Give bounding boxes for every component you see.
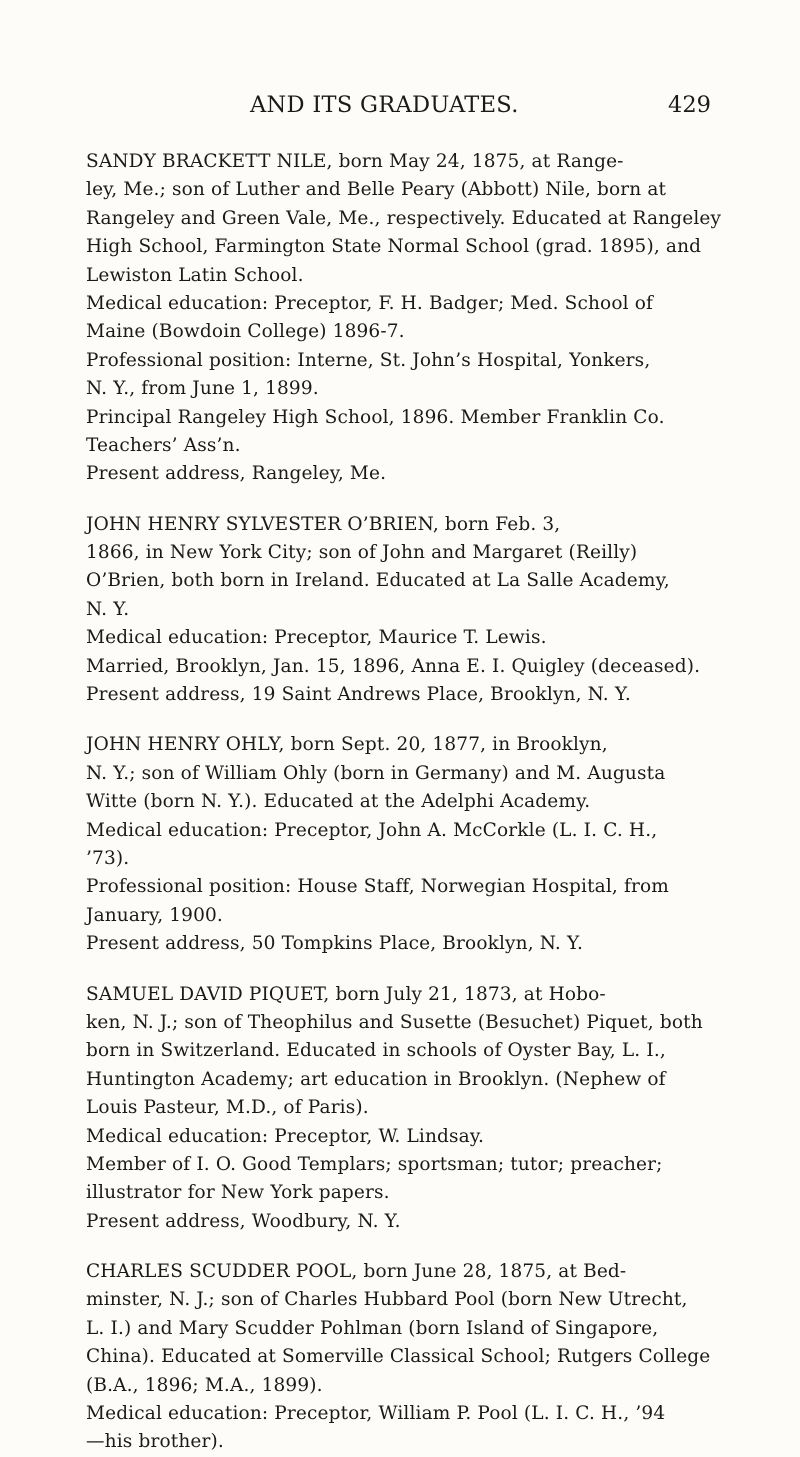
text-line: illustrator for New York papers. [86,1182,390,1204]
text-line: Present address, Woodbury, N. Y. [86,1210,401,1232]
text-line: Medical education: Preceptor, Maurice T. Lewis. [86,627,547,649]
text-line: Member of I. O. Good Templars; sportsman; tutor; preacher; [86,1153,663,1175]
text-line: Present address, Rangeley, Me. [86,463,387,485]
text-line: (B.A., 1896; M.A., 1899). [86,1374,323,1396]
running-head [0,92,800,132]
biography-entry [86,731,721,958]
text-line: SAMUEL DAVID PIQUET, born July 21, 1873, at Hobo- [86,983,606,1005]
text-line: L. I.) and Mary Scudder Pohlman (born Island of Singapore, [86,1317,659,1339]
text-line: Present address, 50 Tompkins Place, Brooklyn, N. Y. [86,933,583,955]
text-line: JOHN HENRY SYLVESTER O’BRIEN, born Feb. 3, [86,513,561,535]
text-line: born in Switzerland. Educated in schools of Oyster Bay, L. I., [86,1040,666,1062]
biography-entry [86,511,721,710]
text-line: —his brother). [86,1431,224,1453]
text-line: Married, Brooklyn, Jan. 15, 1896, Anna E. I. Quigley (deceased). [86,655,701,677]
entry-separator [86,489,721,511]
running-head-title: AND ITS GRADUATES. [250,92,519,118]
text-line: O’Brien, both born in Ireland. Educated at La Salle Academy, [86,570,670,592]
text-line: N. Y., from June 1, 1899. [86,378,319,400]
text-line: High School, Farmington State Normal School (grad. 1895), and [86,236,702,258]
text-line: Principal Rangeley High School, 1896. Member Franklin Co. [86,406,665,428]
text-line: Present address, 19 Saint Andrews Place, Brooklyn, N. Y. [86,684,631,706]
text-line: Medical education: Preceptor, F. H. Badger; Med. School of [86,292,654,314]
text-line: N. Y.; son of William Ohly (born in Germany) and M. Augusta [86,762,666,784]
text-line: Lewiston Latin School. [86,264,304,286]
biography-entry [86,1258,721,1457]
text-line: Maine (Bowdoin College) 1896-7. [86,321,405,343]
text-line: 1866, in New York City; son of John and Margaret (Reilly) [86,542,638,564]
text-line: Louis Pasteur, M.D., of Paris). [86,1097,369,1119]
text-line: Medical education: Preceptor, W. Lindsay. [86,1125,485,1147]
text-line: Huntington Academy; art education in Brooklyn. (Nephew of [86,1068,666,1090]
text-line: Witte (born N. Y.). Educated at the Adelphi Academy. [86,791,591,813]
text-line: JOHN HENRY OHLY, born Sept. 20, 1877, in Brooklyn, [86,734,608,756]
text-line: ley, Me.; son of Luther and Belle Peary (Abbott) Nile, born at [86,179,667,201]
biographical-entries [86,148,721,1457]
text-line: CHARLES SCUDDER POOL, born June 28, 1875, at Bed- [86,1261,627,1283]
entry-separator [86,709,721,731]
page-number: 429 [668,92,711,118]
text-line: Teachers’ Ass’n. [86,434,241,456]
text-line: Medical education: Preceptor, John A. McCorkle (L. I. C. H., [86,819,658,841]
text-line: Professional position: Interne, St. John’s Hospital, Yonkers, [86,349,651,371]
text-line: SANDY BRACKETT NILE, born May 24, 1875, at Range- [86,151,624,172]
biography-entry [86,148,721,489]
text-line: N. Y. [86,598,130,620]
text-line: Professional position: House Staff, Norwegian Hospital, from [86,876,669,898]
text-line: ken, N. J.; son of Theophilus and Susette (Besuchet) Piquet, both [86,1011,703,1033]
entry-separator [86,959,721,981]
text-line: Medical education: Preceptor, William P. Pool (L. I. C. H., ’94 [86,1403,666,1425]
text-line: minster, N. J.; son of Charles Hubbard Pool (born New Utrecht, [86,1289,688,1311]
text-line: China). Educated at Somerville Classical School; Rutgers College [86,1346,711,1368]
text-line: Rangeley and Green Vale, Me., respectively. Educated at Rangeley [86,207,722,229]
biography-entry [86,981,721,1237]
entry-separator [86,1236,721,1258]
text-line: ’73). [86,847,130,869]
text-line: January, 1900. [86,904,223,926]
